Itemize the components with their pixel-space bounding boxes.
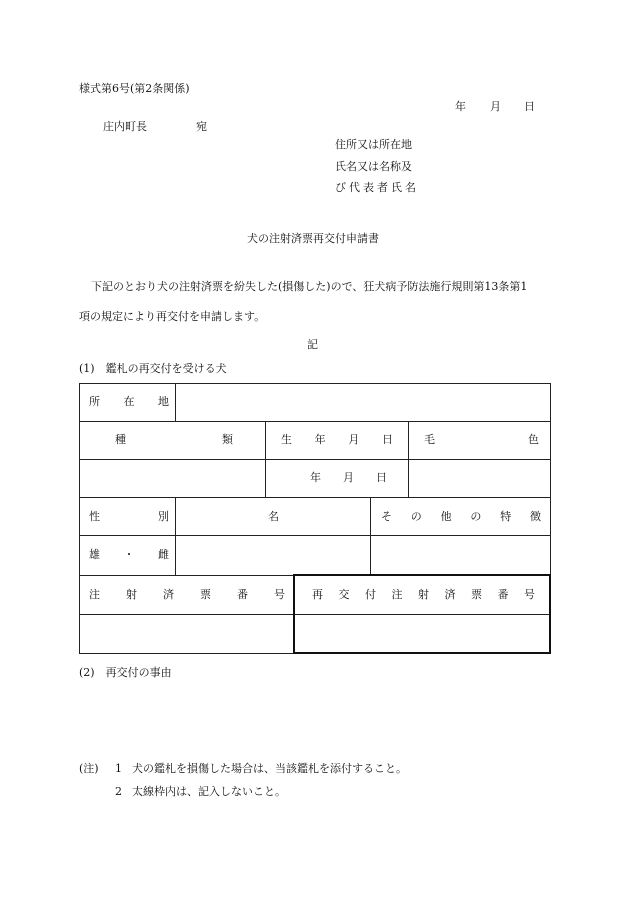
note-number: 1 bbox=[115, 762, 122, 775]
birth-date-label: 生 年 月 日 bbox=[281, 433, 393, 446]
note-number: 2 bbox=[115, 785, 122, 798]
row-divider bbox=[79, 421, 551, 422]
applicant-name-char: 名 bbox=[405, 181, 416, 194]
section1-heading: (1) 鑑札の再交付を受ける犬 bbox=[79, 362, 227, 375]
row-divider bbox=[79, 535, 551, 536]
applicant-name-char: び bbox=[335, 181, 346, 194]
coat-color-input[interactable] bbox=[412, 463, 547, 495]
location-label: 所 在 地 bbox=[89, 395, 169, 408]
col-divider bbox=[175, 497, 176, 575]
tag-number-label: 注 射 済 票 番 号 bbox=[89, 588, 285, 601]
applicant-address-label: 住所又は所在地 bbox=[335, 138, 412, 151]
sex-label: 性 別 bbox=[89, 510, 169, 523]
col-divider bbox=[408, 421, 409, 497]
row-divider bbox=[79, 497, 551, 498]
date-month-label: 月 bbox=[490, 100, 501, 113]
sex-options[interactable]: 雄 ・ 雌 bbox=[89, 548, 169, 561]
form-number: 様式第6号(第2条関係) bbox=[79, 82, 190, 95]
ki-heading: 記 bbox=[307, 338, 318, 351]
other-features-label: そ の 他 の 特 徴 bbox=[381, 510, 541, 523]
section2-heading: (2) 再交付の事由 bbox=[79, 666, 172, 679]
breed-label: 種 類 bbox=[115, 433, 233, 446]
dog-name-label: 名 bbox=[268, 510, 279, 523]
location-input[interactable] bbox=[179, 386, 547, 418]
other-features-input[interactable] bbox=[374, 539, 547, 571]
dog-name-input[interactable] bbox=[179, 539, 367, 571]
row-divider bbox=[79, 459, 551, 460]
breed-input[interactable] bbox=[82, 463, 262, 495]
dog-info-table bbox=[79, 383, 551, 654]
body-text-line1: 下記のとおり犬の注射済票を紛失した(損傷した)ので、狂犬病予防法施行規則第13条第1 bbox=[91, 280, 528, 293]
body-text-line2: 項の規定により再交付を申請します。 bbox=[79, 310, 266, 323]
applicant-name-label-line2 bbox=[335, 181, 416, 195]
reissue-tag-number-input bbox=[297, 618, 547, 650]
col-divider bbox=[265, 421, 266, 497]
note-text: 太線枠内は、記入しないこと。 bbox=[132, 785, 286, 798]
tag-number-input[interactable] bbox=[82, 618, 289, 650]
reissue-tag-number-label: 再 交 付 注 射 済 票 番 号 bbox=[312, 588, 535, 601]
note-text: 犬の鑑札を損傷した場合は、当該鑑札を添付すること。 bbox=[132, 762, 407, 775]
applicant-name-char: 氏 bbox=[391, 181, 402, 194]
col-divider bbox=[370, 497, 371, 575]
birth-date-input[interactable]: 年 月 日 bbox=[310, 471, 387, 484]
document-title: 犬の注射済票再交付申請書 bbox=[247, 232, 379, 245]
coat-color-label: 毛 色 bbox=[424, 433, 539, 446]
date-year-label: 年 bbox=[455, 100, 466, 113]
applicant-name-char: 表 bbox=[363, 181, 374, 194]
applicant-name-label-line1: 氏名又は名称及 bbox=[335, 160, 412, 173]
applicant-name-char: 者 bbox=[377, 181, 388, 194]
reason-area[interactable] bbox=[79, 684, 551, 754]
addressee-name: 庄内町長 bbox=[103, 120, 147, 133]
notes-label: (注) bbox=[79, 762, 99, 775]
addressee-suffix: 宛 bbox=[196, 120, 207, 133]
col-divider bbox=[175, 383, 176, 421]
date-day-label: 日 bbox=[524, 100, 535, 113]
applicant-name-char: 代 bbox=[349, 181, 360, 194]
